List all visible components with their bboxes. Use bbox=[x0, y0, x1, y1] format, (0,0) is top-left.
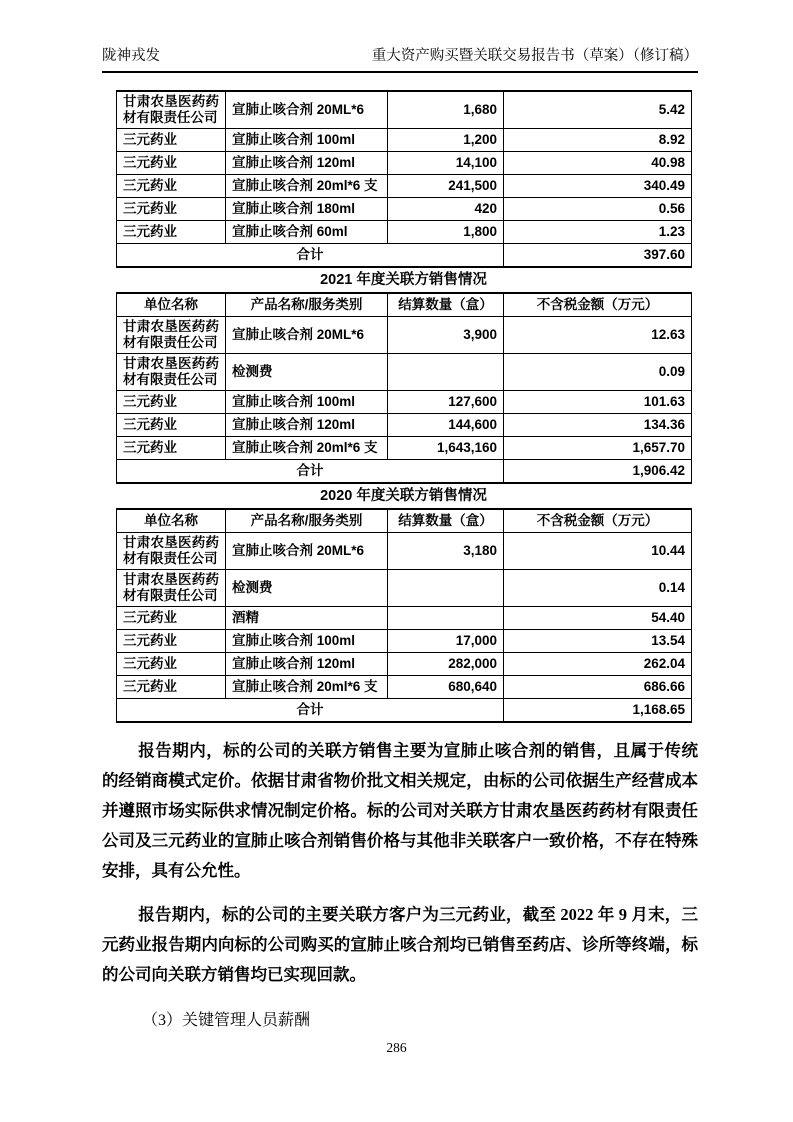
amount-cell: 0.14 bbox=[504, 570, 692, 607]
quantity-cell: 3,180 bbox=[388, 533, 504, 570]
amount-cell: 12.63 bbox=[504, 317, 692, 354]
body-paragraph-pricing: 报告期内，标的公司的关联方销售主要为宣肺止咳合剂的销售，且属于传统的经销商模式定价。依据甘肃省物价批文相关规定，由标的公司依据生产经营成本并遵照市场实际供求情况制定价格。标的公司对关联方甘肃农垦医药药材有限责任公司及三元药业的宣肺止咳合剂销售价格与其他非关联客户一致价格，不存在特殊安排，具有公允性。 bbox=[102, 741, 698, 880]
amount-cell: 262.04 bbox=[504, 653, 692, 676]
total-label-cell: 合计 bbox=[117, 244, 504, 268]
amount-cell: 5.42 bbox=[504, 91, 692, 129]
amount-cell: 40.98 bbox=[504, 152, 692, 175]
table-row bbox=[117, 152, 692, 175]
quantity-cell: 282,000 bbox=[388, 653, 504, 676]
total-label-cell: 合计 bbox=[117, 699, 504, 723]
unit-cell: 三元药业 bbox=[117, 437, 226, 460]
table-row bbox=[117, 570, 692, 607]
product-cell: 宣肺止咳合剂 120ml bbox=[226, 414, 388, 437]
column-header-product: 产品名称/服务类别 bbox=[226, 293, 388, 317]
unit-cell: 三元药业 bbox=[117, 391, 226, 414]
quantity-cell: 1,643,160 bbox=[388, 437, 504, 460]
table-header-row bbox=[117, 509, 692, 533]
total-amount-cell: 1,168.65 bbox=[504, 699, 692, 723]
table-row bbox=[117, 676, 692, 699]
quantity-cell: 680,640 bbox=[388, 676, 504, 699]
product-cell: 宣肺止咳合剂 120ml bbox=[226, 653, 388, 676]
body-paragraph-customers: 报告期内，标的公司的主要关联方客户为三元药业，截至 2022 年 9 月末，三元药业报告期内向标的公司购买的宣肺止咳合剂均已销售至药店、诊所等终端，标的公司向关联方销售均已实现回款。 bbox=[102, 905, 698, 984]
column-header-unit: 单位名称 bbox=[117, 293, 226, 317]
section-subheading: （3）关键管理人员薪酬 bbox=[142, 1012, 311, 1029]
sales-table-2022 bbox=[116, 90, 692, 268]
table-row bbox=[117, 607, 692, 630]
unit-cell: 三元药业 bbox=[117, 630, 226, 653]
column-header-product: 产品名称/服务类别 bbox=[226, 509, 388, 533]
unit-cell: 甘肃农垦医药药材有限责任公司 bbox=[117, 91, 226, 129]
quantity-cell: 241,500 bbox=[388, 175, 504, 198]
column-header-quantity: 结算数量（盒） bbox=[388, 509, 504, 533]
table-row bbox=[117, 175, 692, 198]
unit-cell: 三元药业 bbox=[117, 414, 226, 437]
amount-cell: 686.66 bbox=[504, 676, 692, 699]
amount-cell: 1.23 bbox=[504, 221, 692, 244]
quantity-cell bbox=[388, 570, 504, 607]
amount-cell: 0.56 bbox=[504, 198, 692, 221]
table-row bbox=[117, 354, 692, 391]
unit-cell: 三元药业 bbox=[117, 129, 226, 152]
product-cell: 宣肺止咳合剂 100ml bbox=[226, 129, 388, 152]
quantity-cell: 420 bbox=[388, 198, 504, 221]
quantity-cell: 14,100 bbox=[388, 152, 504, 175]
amount-cell: 13.54 bbox=[504, 630, 692, 653]
table-row bbox=[117, 414, 692, 437]
quantity-cell: 127,600 bbox=[388, 391, 504, 414]
column-header-quantity: 结算数量（盒） bbox=[388, 293, 504, 317]
table-row bbox=[117, 129, 692, 152]
quantity-cell: 144,600 bbox=[388, 414, 504, 437]
table-row bbox=[117, 221, 692, 244]
product-cell: 宣肺止咳合剂 20ML*6 bbox=[226, 91, 388, 129]
total-amount-cell: 397.60 bbox=[504, 244, 692, 268]
total-label-cell: 合计 bbox=[117, 460, 504, 484]
table-row bbox=[117, 533, 692, 570]
total-row bbox=[117, 699, 692, 723]
quantity-cell: 1,800 bbox=[388, 221, 504, 244]
table-row bbox=[117, 317, 692, 354]
total-amount-cell: 1,906.42 bbox=[504, 460, 692, 484]
total-row bbox=[117, 244, 692, 268]
table-row bbox=[117, 630, 692, 653]
unit-cell: 甘肃农垦医药药材有限责任公司 bbox=[117, 570, 226, 607]
product-cell: 检测费 bbox=[226, 354, 388, 391]
column-header-amount: 不含税金额（万元） bbox=[504, 293, 692, 317]
product-cell: 宣肺止咳合剂 120ml bbox=[226, 152, 388, 175]
page-number: 286 bbox=[386, 1040, 407, 1055]
unit-cell: 甘肃农垦医药药材有限责任公司 bbox=[117, 317, 226, 354]
table-header-row bbox=[117, 293, 692, 317]
unit-cell: 三元药业 bbox=[117, 676, 226, 699]
table-row bbox=[117, 391, 692, 414]
column-header-unit: 单位名称 bbox=[117, 509, 226, 533]
column-header-amount: 不含税金额（万元） bbox=[504, 509, 692, 533]
product-cell: 宣肺止咳合剂 100ml bbox=[226, 391, 388, 414]
amount-cell: 134.36 bbox=[504, 414, 692, 437]
unit-cell: 三元药业 bbox=[117, 607, 226, 630]
table-row bbox=[117, 653, 692, 676]
header-right-title: 重大资产购买暨关联交易报告书（草案）（修订稿） bbox=[371, 48, 698, 64]
unit-cell: 三元药业 bbox=[117, 175, 226, 198]
quantity-cell bbox=[388, 607, 504, 630]
sales-table-2021 bbox=[116, 292, 692, 484]
unit-cell: 三元药业 bbox=[117, 198, 226, 221]
header-left-title: 陇神戎发 bbox=[102, 48, 160, 64]
unit-cell: 三元药业 bbox=[117, 152, 226, 175]
sales-table-2020-body bbox=[117, 533, 692, 699]
product-cell: 宣肺止咳合剂 20ml*6 支 bbox=[226, 175, 388, 198]
tables-area bbox=[116, 90, 691, 723]
product-cell: 宣肺止咳合剂 20ML*6 bbox=[226, 533, 388, 570]
table-row bbox=[117, 91, 692, 129]
quantity-cell: 3,900 bbox=[388, 317, 504, 354]
amount-cell: 0.09 bbox=[504, 354, 692, 391]
amount-cell: 1,657.70 bbox=[504, 437, 692, 460]
sales-table-2022-body bbox=[117, 91, 692, 244]
unit-cell: 三元药业 bbox=[117, 221, 226, 244]
table-row bbox=[117, 198, 692, 221]
unit-cell: 甘肃农垦医药药材有限责任公司 bbox=[117, 354, 226, 391]
product-cell: 宣肺止咳合剂 20ml*6 支 bbox=[226, 437, 388, 460]
amount-cell: 340.49 bbox=[504, 175, 692, 198]
unit-cell: 甘肃农垦医药药材有限责任公司 bbox=[117, 533, 226, 570]
sales-table-2020 bbox=[116, 508, 692, 723]
product-cell: 宣肺止咳合剂 20ml*6 支 bbox=[226, 676, 388, 699]
amount-cell: 10.44 bbox=[504, 533, 692, 570]
amount-cell: 54.40 bbox=[504, 607, 692, 630]
table-title-2020: 2020 年度关联方销售情况 bbox=[320, 488, 487, 504]
product-cell: 酒精 bbox=[226, 607, 388, 630]
product-cell: 宣肺止咳合剂 60ml bbox=[226, 221, 388, 244]
amount-cell: 101.63 bbox=[504, 391, 692, 414]
table-row bbox=[117, 437, 692, 460]
quantity-cell: 1,680 bbox=[388, 91, 504, 129]
sales-table-2021-body bbox=[117, 317, 692, 460]
product-cell: 宣肺止咳合剂 180ml bbox=[226, 198, 388, 221]
product-cell: 宣肺止咳合剂 100ml bbox=[226, 630, 388, 653]
running-header bbox=[102, 47, 698, 73]
quantity-cell: 1,200 bbox=[388, 129, 504, 152]
quantity-cell: 17,000 bbox=[388, 630, 504, 653]
product-cell: 检测费 bbox=[226, 570, 388, 607]
total-row bbox=[117, 460, 692, 484]
product-cell: 宣肺止咳合剂 20ML*6 bbox=[226, 317, 388, 354]
amount-cell: 8.92 bbox=[504, 129, 692, 152]
page-content bbox=[102, 0, 698, 1032]
unit-cell: 三元药业 bbox=[117, 653, 226, 676]
quantity-cell bbox=[388, 354, 504, 391]
table-title-2021: 2021 年度关联方销售情况 bbox=[320, 272, 487, 288]
